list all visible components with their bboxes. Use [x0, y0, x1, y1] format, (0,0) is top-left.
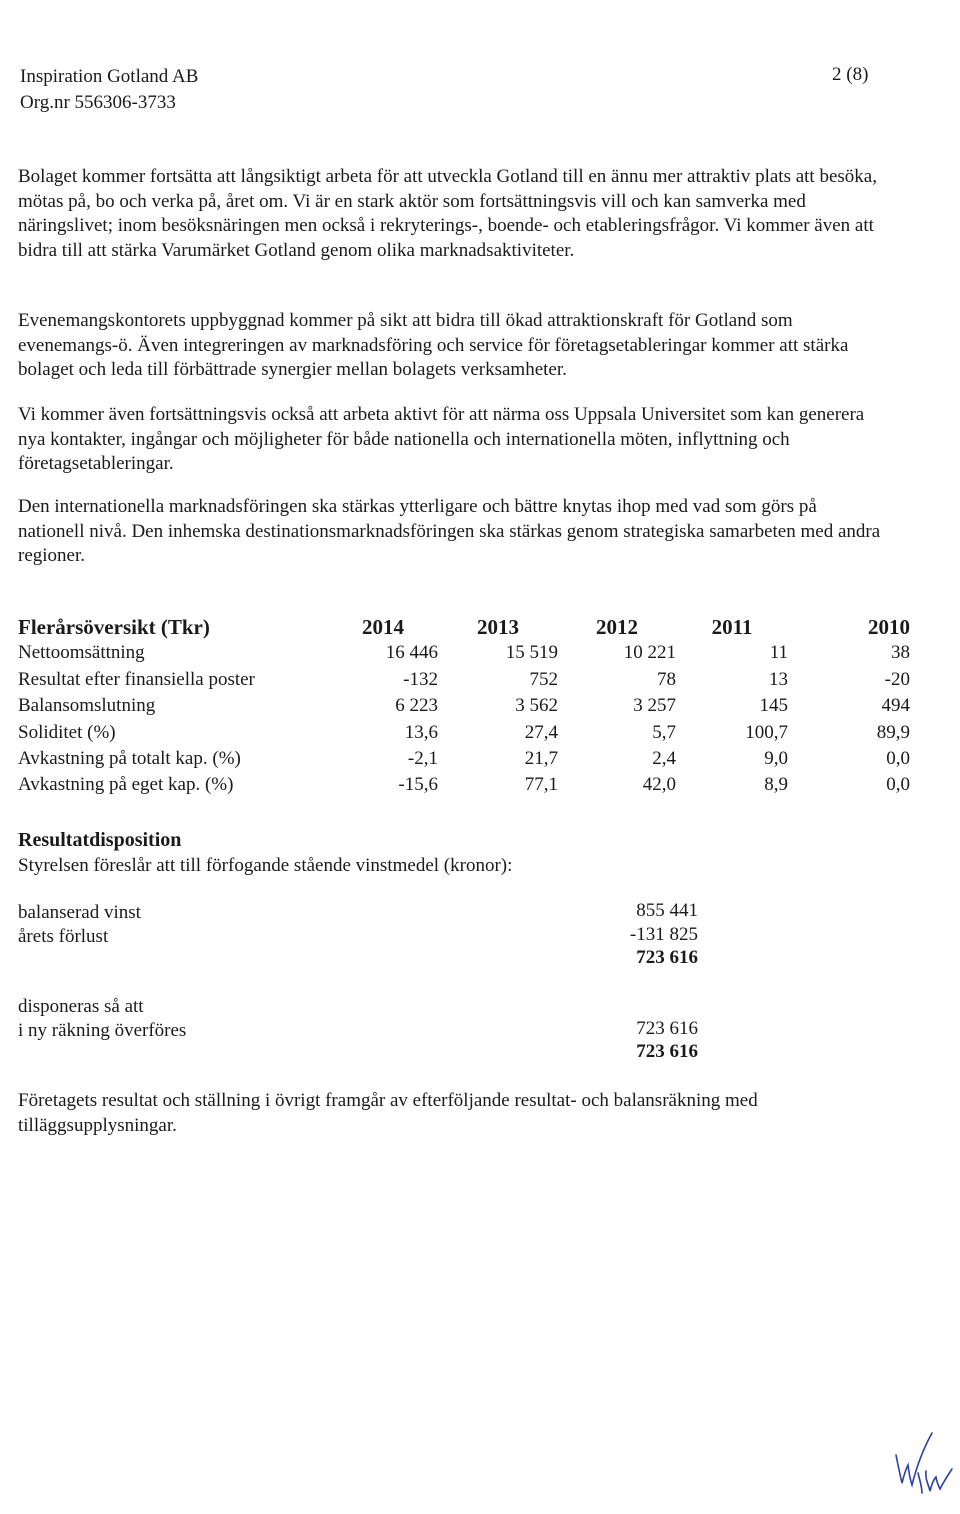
disposition-subtitle: Styrelsen föreslår att till förfogande stående vinstmedel (kronor):: [18, 855, 513, 876]
disposition-item-label: årets förlust: [18, 926, 109, 947]
org-number: Org.nr 556306-3733: [20, 92, 176, 113]
page-number: 2 (8): [832, 64, 869, 85]
cell-value: 77,1: [524, 774, 558, 796]
cell-value: 78: [657, 668, 676, 690]
cell-value: -20: [884, 668, 910, 690]
cell-value: 5,7: [652, 721, 676, 743]
dispose-total: 723 616: [636, 1041, 698, 1062]
cell-value: 89,9: [876, 721, 910, 743]
table-row: [18, 693, 910, 719]
cell-value: 100,7: [745, 721, 788, 743]
closing-paragraph: Företagets resultat och ställning i övrigt framgår av efterföljande resultat- och balansräkning med tilläggsupplysningar.: [18, 1090, 758, 1136]
row-label: Balansomslutning: [18, 695, 156, 717]
cell-value: 3 257: [633, 695, 676, 717]
cell-value: 9,0: [764, 748, 788, 770]
year-header: 2010: [868, 615, 910, 639]
cell-value: 8,9: [764, 774, 788, 796]
cell-value: -2,1: [407, 748, 438, 770]
paragraph-marketing: Den internationella marknadsföringen ska stärkas ytterligare och bättre knytas ihop med vad som görs på nationell nivå. Den inhemska destinationsmarknadsföringen ska stärkas genom strategiska samarbeten med andra regioner.: [18, 496, 881, 567]
paragraph-strategy: Bolaget kommer fortsätta att långsiktigt arbeta för att utveckla Gotland till en ännu mer attraktiv plats att besöka, mötas på, bo och verka på, året om. Vi är en stark aktör som fortsättningsvis vill och kan samverka med näringslivet; inom besöksnäringen men också i rekryterings-, boende- och etableringsfrågor. Vi kommer även att bidra till att stärka Varumärket Gotland genom olika marknadsaktiviteter.: [18, 166, 877, 261]
cell-value: 2,4: [652, 748, 676, 770]
table-header-row: [18, 614, 910, 640]
disposition-title: Resultatdisposition: [18, 829, 182, 851]
row-label: Resultat efter finansiella poster: [18, 668, 255, 690]
cell-value: 38: [891, 642, 910, 664]
table-row: [18, 667, 910, 693]
cell-value: 0,0: [886, 774, 910, 796]
table-row: [18, 746, 910, 772]
overview-title: Flerårsöversikt (Tkr): [18, 615, 210, 639]
table-row: [18, 720, 910, 746]
year-header: 2014: [362, 615, 404, 639]
cell-value: 10 221: [623, 642, 676, 664]
cell-value: 0,0: [886, 748, 910, 770]
cell-value: -132: [403, 668, 438, 690]
cell-value: 21,7: [524, 748, 558, 770]
disposition-item-label: balanserad vinst: [18, 902, 141, 923]
cell-value: 13: [769, 668, 788, 690]
disposition-item-value: -131 825: [629, 924, 698, 945]
dispose-item-label: i ny räkning överföres: [18, 1020, 187, 1041]
disposition-item-value: 855 441: [636, 900, 698, 921]
cell-value: 752: [529, 668, 558, 690]
cell-value: 15 519: [505, 642, 558, 664]
row-label: Avkastning på totalt kap. (%): [18, 748, 241, 770]
row-label: Nettoomsättning: [18, 642, 145, 664]
year-header: 2011: [711, 615, 753, 639]
paragraph-uppsala: Vi kommer även fortsättningsvis också att arbeta aktivt för att närma oss Uppsala Universitet som kan generera nya kontakter, ingångar och möjligheter för både nationella och internationella möten, inflyttning och företagsetableringar.: [18, 404, 865, 475]
company-name: Inspiration Gotland AB: [20, 66, 199, 87]
year-header: 2013: [477, 615, 519, 639]
cell-value: 13,6: [404, 721, 438, 743]
cell-value: 16 446: [385, 642, 438, 664]
multi-year-overview-table: [18, 614, 910, 799]
cell-value: 27,4: [524, 721, 558, 743]
dispose-item-value: 723 616: [636, 1018, 698, 1039]
cell-value: 145: [759, 695, 788, 717]
cell-value: 42,0: [642, 774, 676, 796]
dispose-heading: disponeras så att: [18, 996, 144, 1017]
table-row: [18, 640, 910, 666]
table-row: [18, 772, 910, 798]
disposition-total: 723 616: [636, 947, 698, 968]
cell-value: -15,6: [398, 774, 438, 796]
cell-value: 3 562: [515, 695, 558, 717]
signature-stroke: [918, 1469, 952, 1493]
row-label: Avkastning på eget kap. (%): [18, 774, 234, 796]
year-header: 2012: [596, 615, 638, 639]
cell-value: 494: [881, 695, 910, 717]
signature-initials: [892, 1425, 958, 1495]
cell-value: 11: [769, 642, 788, 664]
paragraph-events-office: Evenemangskontorets uppbyggnad kommer på sikt att bidra till ökad attraktionskraft för Gotland som evenemangs-ö. Även integreringen av marknadsföring och service för företagsetableringar kommer att stärka bolaget och leda till förbättrade synergier mellan bolagets verksamheter.: [18, 310, 849, 381]
row-label: Soliditet (%): [18, 721, 116, 743]
cell-value: 6 223: [395, 695, 438, 717]
